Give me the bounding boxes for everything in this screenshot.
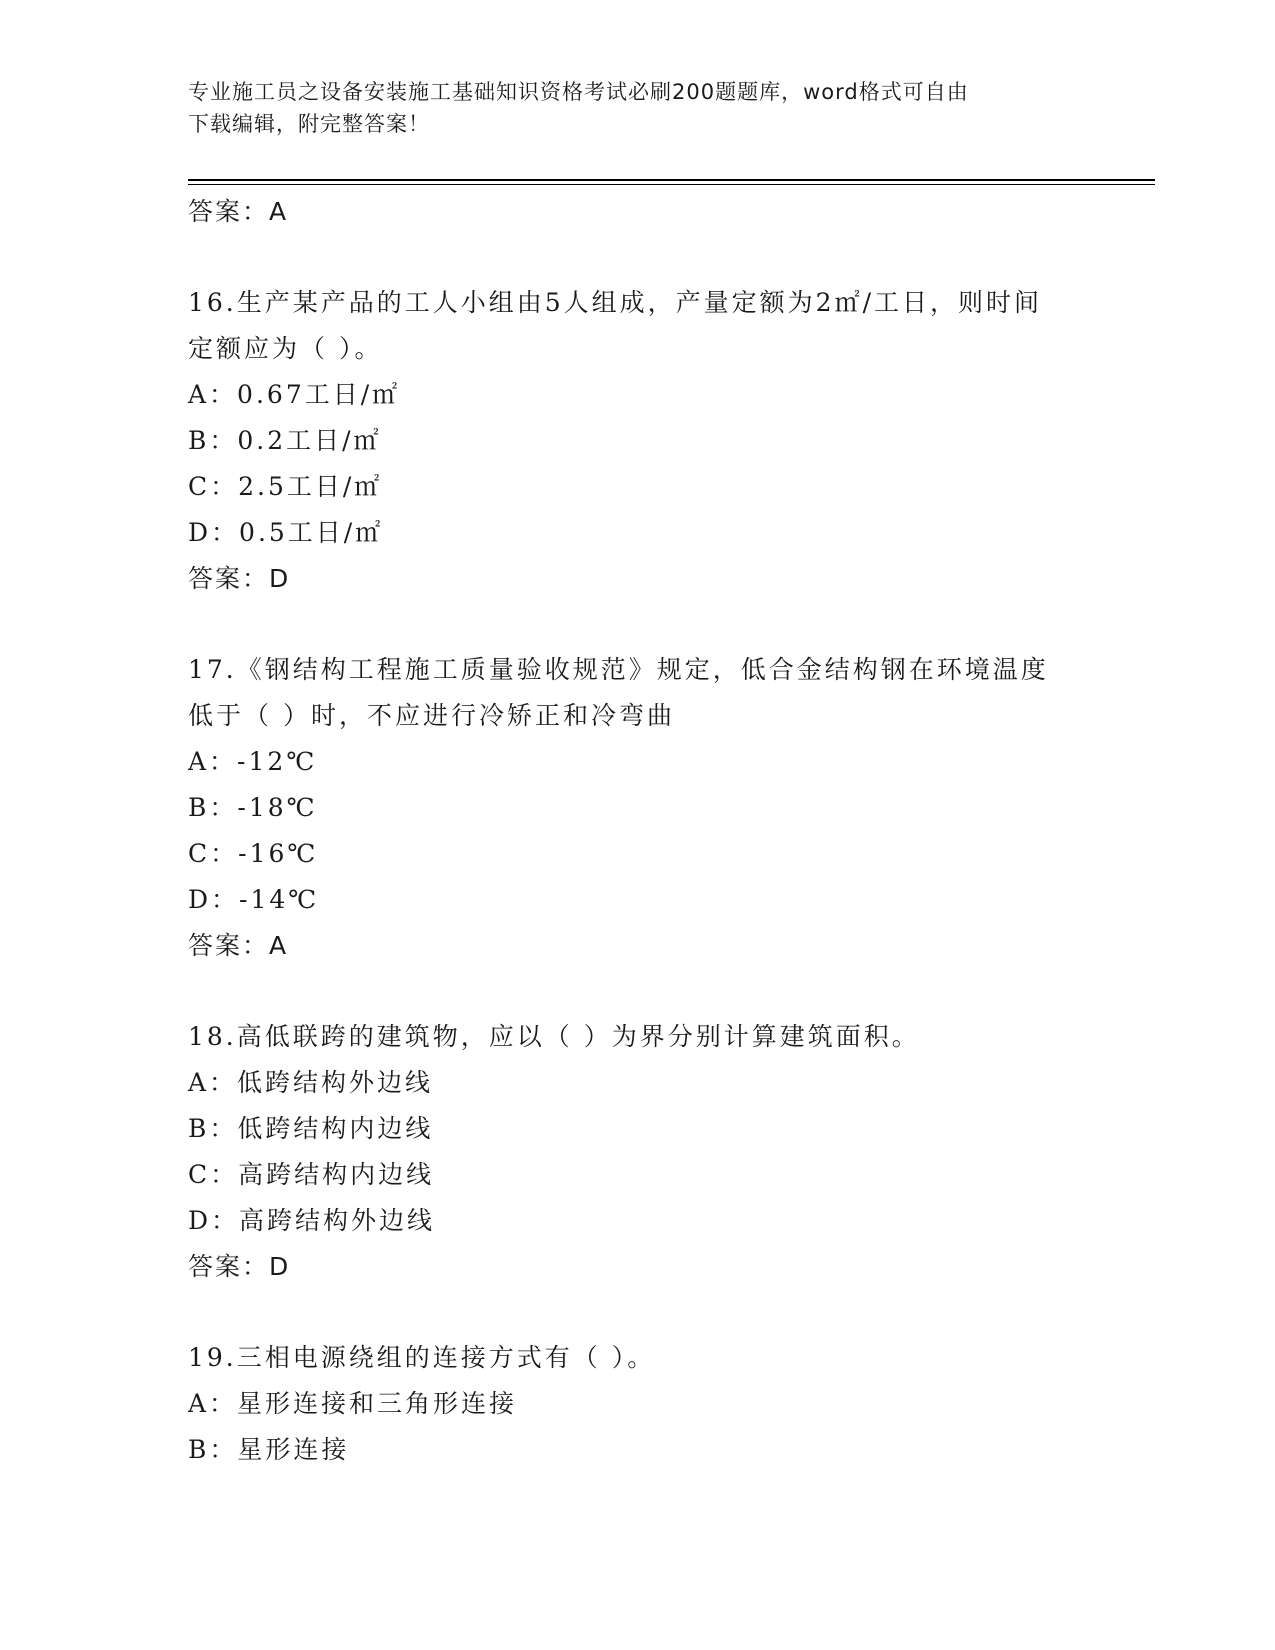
option-d: D：-14℃ [188, 885, 320, 914]
spacer [188, 1290, 1108, 1335]
option-a: A：-12℃ [188, 747, 318, 776]
option-b: B：-18℃ [188, 793, 318, 822]
question-text: 低于（ ）时，不应进行冷矫正和冷弯曲 [188, 701, 675, 730]
question-18 [188, 1014, 1108, 1290]
document-header [188, 76, 1088, 140]
question-text: 16.生产某产品的工人小组由5人组成，产量定额为2㎡/工日，则时间 [188, 288, 1042, 317]
question-text: 17.《钢结构工程施工质量验收规范》规定，低合金结构钢在环境温度 [188, 655, 1049, 684]
option-c: C：-16℃ [188, 839, 319, 868]
option-c: C：高跨结构内边线 [188, 1160, 435, 1189]
header-line-1: 专业施工员之设备安装施工基础知识资格考试必刷200题题库，word格式可自由 [188, 80, 969, 104]
question-text: 19.三相电源绕组的连接方式有（ ）。 [188, 1343, 656, 1372]
header-line-2: 下载编辑，附完整答案！ [188, 112, 430, 136]
answer-line: 答案：D [188, 564, 291, 593]
question-text: 18.高低联跨的建筑物，应以（ ）为界分别计算建筑面积。 [188, 1022, 920, 1051]
question-list [188, 189, 1108, 1473]
option-c: C：2.5工日/㎡ [188, 472, 383, 501]
question-text: 定额应为（ ）。 [188, 334, 383, 363]
question-19 [188, 1335, 1108, 1473]
option-b: B：星形连接 [188, 1435, 350, 1464]
option-d: D：高跨结构外边线 [188, 1206, 436, 1235]
option-b: B：0.2工日/㎡ [188, 426, 382, 455]
option-b: B：低跨结构内边线 [188, 1114, 434, 1143]
question-17 [188, 647, 1108, 969]
option-a: A：星形连接和三角形连接 [188, 1389, 518, 1418]
option-d: D：0.5工日/㎡ [188, 518, 384, 547]
option-a: A：0.67工日/㎡ [188, 380, 401, 409]
answer-line: 答案：A [188, 197, 289, 226]
option-a: A：低跨结构外边线 [188, 1068, 434, 1097]
question-16 [188, 280, 1108, 602]
spacer [188, 235, 1108, 280]
header-divider-thick [188, 179, 1155, 181]
spacer [188, 969, 1108, 1014]
answer-line: 答案：D [188, 1252, 291, 1281]
spacer [188, 602, 1108, 647]
answer-line: 答案：A [188, 931, 289, 960]
header-divider-thin [188, 184, 1155, 185]
